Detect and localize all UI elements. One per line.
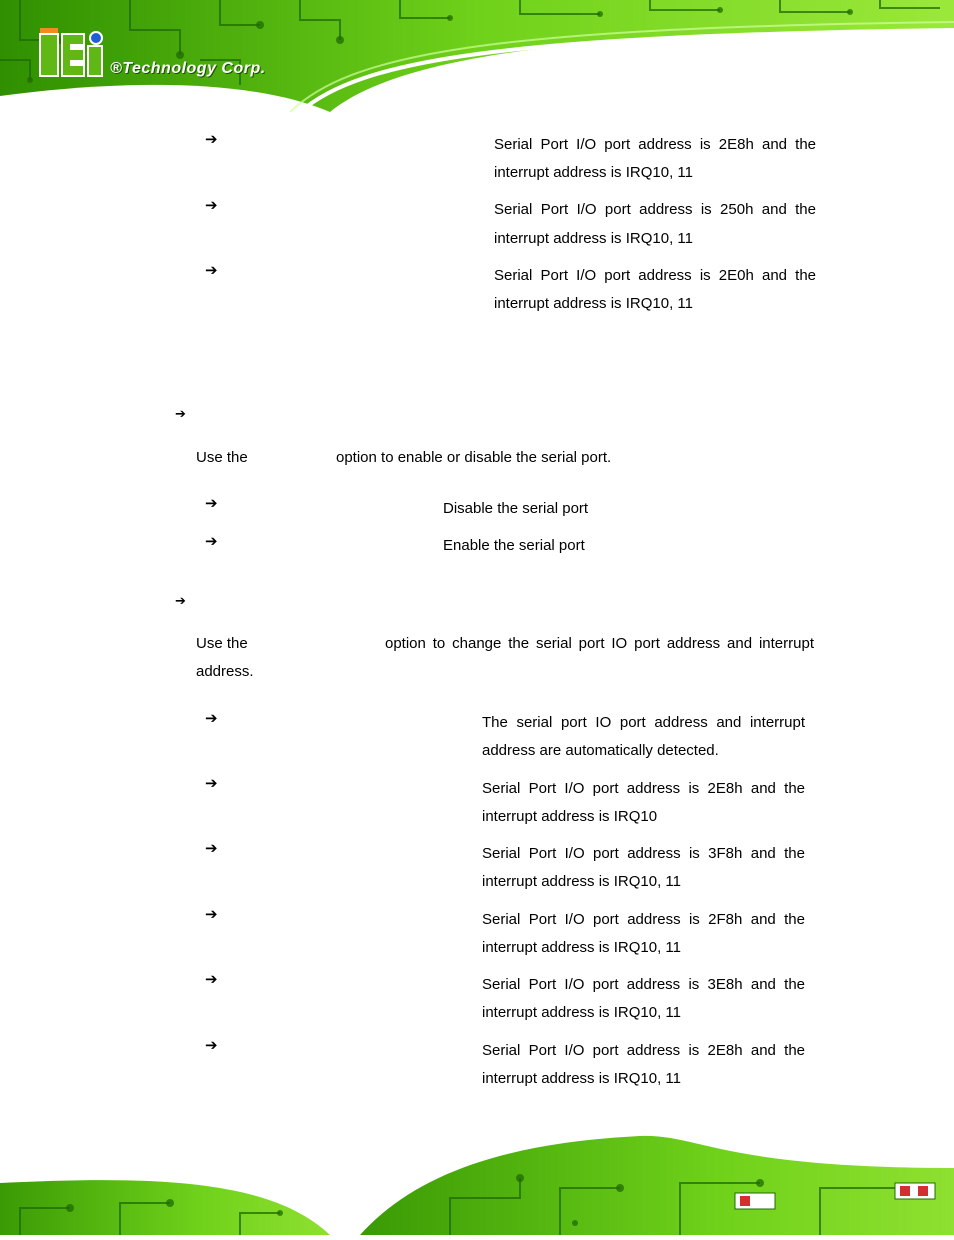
section-description: option to change the serial port IO port address and interrupt <box>385 635 814 652</box>
option-description: address are automatically detected. <box>482 742 719 759</box>
option-description: Serial Port I/O port address is 2E0h and the <box>494 267 816 284</box>
option-description: Serial Port I/O port address is 3F8h and the <box>482 845 805 862</box>
option-description: Serial Port I/O port address is 2E8h and the <box>482 780 805 797</box>
option-description: interrupt address is IRQ10, 11 <box>482 939 681 956</box>
arrow-icon: ➔ <box>205 261 218 279</box>
option-description: Serial Port I/O port address is 2E8h and the <box>482 1042 805 1059</box>
option-description: interrupt address is IRQ10, 11 <box>482 1070 681 1087</box>
option-description: The serial port IO port address and interrupt <box>482 714 805 731</box>
option-description: Enable the serial port <box>443 537 585 554</box>
arrow-icon: ➔ <box>205 970 218 988</box>
option-description: interrupt address is IRQ10 <box>482 808 658 825</box>
arrow-icon: ➔ <box>205 130 218 148</box>
section-arrow-icon: ➔ <box>175 407 186 422</box>
option-description: Serial Port I/O port address is 2F8h and the <box>482 911 805 928</box>
arrow-icon: ➔ <box>205 196 218 214</box>
arrow-icon: ➔ <box>205 839 218 857</box>
arrow-icon: ➔ <box>205 709 218 727</box>
option-description: Serial Port I/O port address is 3E8h and the <box>482 976 805 993</box>
arrow-icon: ➔ <box>205 532 218 550</box>
page-footer <box>0 1128 954 1235</box>
option-description: Serial Port I/O port address is 250h and the <box>494 201 816 218</box>
option-description: interrupt address is IRQ10, 11 <box>482 1004 681 1021</box>
option-description: Serial Port I/O port address is 2E8h and the <box>494 136 816 153</box>
option-description: interrupt address is IRQ10, 11 <box>482 873 681 890</box>
use-the-text: Use the <box>196 449 248 466</box>
logo-text: ®Technology Corp. <box>110 60 266 77</box>
option-description: Disable the serial port <box>443 500 589 517</box>
page-header <box>0 0 954 112</box>
use-the-text: Use the <box>196 635 248 652</box>
arrow-icon: ➔ <box>205 774 218 792</box>
section-arrow-icon: ➔ <box>175 594 186 609</box>
section-description: address. <box>196 663 254 680</box>
option-description: interrupt address is IRQ10, 11 <box>494 164 693 181</box>
option-description: interrupt address is IRQ10, 11 <box>494 295 693 312</box>
section-description: option to enable or disable the serial port. <box>336 449 612 466</box>
option-description: interrupt address is IRQ10, 11 <box>494 230 693 247</box>
circuit-board-banner <box>0 0 954 112</box>
arrow-icon: ➔ <box>205 905 218 923</box>
circuit-board-footer <box>0 1128 954 1235</box>
arrow-icon: ➔ <box>205 494 218 512</box>
arrow-icon: ➔ <box>205 1036 218 1054</box>
iei-logo-icon <box>40 28 102 76</box>
